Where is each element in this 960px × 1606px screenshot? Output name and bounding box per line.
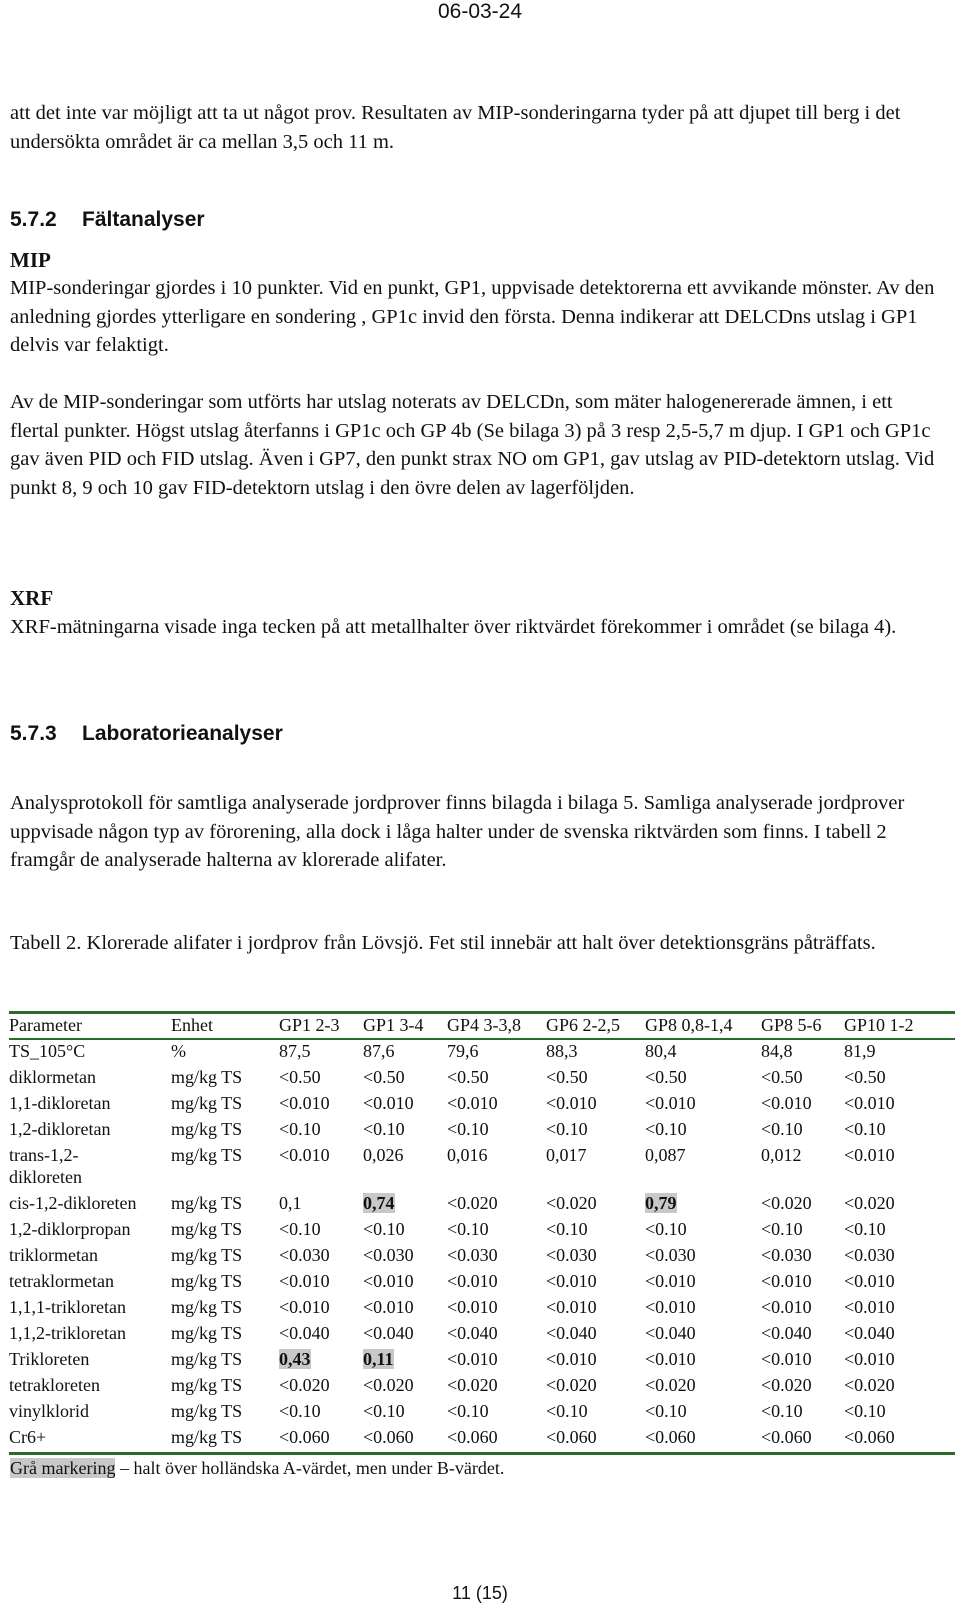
table-row [9,1270,955,1296]
table-row [9,1039,955,1066]
table-cell: <0.040 [447,1323,498,1343]
table-cell: <0.040 [645,1323,696,1343]
table-cell: <0.10 [761,1401,803,1421]
highlighted-value: 0,79 [645,1193,677,1213]
table-cell: <0.020 [761,1193,812,1213]
table-cell: mg/kg TS [171,1401,243,1421]
column-header: GP4 3-3,8 [447,1013,546,1040]
table-cell: <0.50 [546,1067,588,1087]
mip-paragraph-2: Av de MIP-sonderingar som utförts har utslag noterats av DELCDn, som mäter halogenererade ämnen, i ett flertal punkter. Högst utslag återfanns i GP1c och GP 4b (Se bilaga 3) på 3 resp 2,5-5,7 m djup. I GP1 och GP1c gav även PID och FID utslag. Även i GP7, den punkt strax NO om GP1, gav utslag av PID-detektorn utslag. Vid punkt 8, 9 och 10 gav FID-detektorn utslag i den övre delen av lagerföljden. [10,391,935,499]
table-cell: <0.060 [363,1426,447,1454]
table-cell: <0.030 [546,1245,597,1265]
table-cell: <0.10 [363,1119,405,1139]
table-cell: <0.020 [447,1193,498,1213]
table-cell: <0.020 [844,1193,895,1213]
table-cell: <0.10 [844,1401,886,1421]
table-cell: <0.040 [844,1323,895,1343]
table-cell: <0.10 [447,1219,489,1239]
table-cell: <0.020 [279,1375,330,1395]
table-cell: <0.10 [279,1219,321,1239]
legend-marker: Grå markering [10,1458,116,1478]
page-number: 11 (15) [452,1583,508,1603]
table-cell: <0.030 [279,1245,330,1265]
table-cell: <0.010 [279,1297,330,1317]
table-cell: 0,026 [363,1145,404,1165]
section-title: Laboratorieanalyser [82,722,283,745]
table-cell: mg/kg TS [171,1323,243,1343]
table-cell: mg/kg TS [171,1067,243,1087]
table-cell: 84,8 [761,1041,793,1061]
section-number: 5.7.3 [10,722,57,745]
section-heading-572 [10,206,205,234]
table-cell: <0.010 [279,1145,330,1165]
table-row [9,1426,955,1454]
table-cell [363,1192,447,1218]
table-cell: mg/kg TS [171,1145,243,1165]
table-row [9,1144,955,1192]
table-cell: <0.020 [645,1375,696,1395]
table-cell: <0.10 [645,1401,687,1421]
table-cell: <0.10 [279,1119,321,1139]
table-cell: cis-1,2-dikloreten [9,1193,137,1213]
table-legend [10,1457,504,1479]
table-cell: <0.010 [844,1297,895,1317]
table-cell: <0.010 [844,1271,895,1291]
column-header: GP10 1-2 [844,1013,955,1040]
xrf-paragraph: XRF-mätningarna visade inga tecken på att metallhalter över riktvärdet förekommer i området (se bilaga 4). [10,616,897,638]
table-cell: 1,2-dikloretan [9,1119,111,1139]
table-cell: vinylklorid [9,1401,89,1421]
table-row [9,1192,955,1218]
table-cell: <0.010 [645,1349,696,1369]
table-cell: 0,012 [761,1145,802,1165]
table-cell: mg/kg TS [171,1271,243,1291]
table-cell: <0.010 [447,1271,498,1291]
page-date: 06-03-24 [437,0,523,23]
table-cell: <0.010 [546,1349,597,1369]
table-cell: <0.020 [844,1375,895,1395]
table-row [9,1244,955,1270]
table-cell: TS_105°C [9,1041,86,1061]
column-header: GP1 2-3 [279,1013,363,1040]
table-cell: mg/kg TS [171,1297,243,1317]
column-header: GP1 3-4 [363,1013,447,1040]
table-cell: 80,4 [645,1041,677,1061]
table-row [9,1322,955,1348]
table-cell: <0.010 [844,1349,895,1369]
table-cell: <0.010 [447,1349,498,1369]
table-cell: <0.030 [844,1245,895,1265]
table-cell: 87,6 [363,1041,395,1061]
table-cell: <0.10 [447,1401,489,1421]
mip-heading: MIP [10,248,51,272]
table-row [9,1374,955,1400]
table-cell: <0.10 [844,1219,886,1239]
table-cell: 87,5 [279,1041,311,1061]
table-cell: mg/kg TS [171,1245,243,1265]
table-cell: <0.060 [844,1426,955,1454]
table-cell: <0.010 [645,1297,696,1317]
table-cell: 1,1,1-trikloretan [9,1297,126,1317]
table-cell: <0.060 [645,1426,761,1454]
table-cell: <0.010 [761,1349,812,1369]
table-cell: <0.010 [546,1271,597,1291]
table-cell: tetrakloreten [9,1375,100,1395]
section-title: Fältanalyser [82,208,205,231]
column-header: GP8 0,8-1,4 [645,1013,761,1040]
table-cell: <0.030 [645,1245,696,1265]
highlighted-value: 0,74 [363,1193,395,1213]
table-cell: <0.010 [546,1093,597,1113]
table-cell: <0.060 [546,1426,645,1454]
table-cell: 79,6 [447,1041,479,1061]
table-cell: <0.10 [363,1219,405,1239]
table-cell: 88,3 [546,1041,578,1061]
section-number: 5.7.2 [10,208,57,231]
table-cell: 81,9 [844,1041,876,1061]
table-cell: <0.020 [447,1375,498,1395]
table-cell: <0.010 [546,1297,597,1317]
table-cell: <0.010 [761,1271,812,1291]
table-cell: <0.50 [447,1067,489,1087]
table-cell: mg/kg TS [171,1119,243,1139]
table-cell: <0.010 [279,1093,330,1113]
table-cell: <0.020 [363,1375,414,1395]
table-cell: <0.10 [546,1219,588,1239]
table-cell: <0.010 [844,1145,895,1165]
table-cell: <0.010 [363,1297,414,1317]
table-cell: mg/kg TS [171,1193,243,1213]
table-row [9,1348,955,1374]
table-cell: mg/kg TS [171,1349,243,1369]
table-cell: <0.020 [761,1375,812,1395]
table-cell: <0.020 [546,1193,597,1213]
table-cell: <0.010 [761,1093,812,1113]
table-cell: <0.010 [447,1093,498,1113]
table-cell: 1,2-diklorpropan [9,1219,131,1239]
table-cell: <0.010 [645,1271,696,1291]
table-cell: <0.010 [363,1093,414,1113]
table-cell [645,1192,761,1218]
table-cell: mg/kg TS [171,1219,243,1239]
table-cell: <0.10 [447,1119,489,1139]
section-heading-573 [10,720,283,748]
table-cell: triklormetan [9,1245,98,1265]
table-cell: <0.030 [447,1245,498,1265]
table-cell [279,1348,363,1374]
table-cell: 0,016 [447,1145,488,1165]
table-cell: <0.010 [761,1297,812,1317]
table-cell: <0.030 [761,1245,812,1265]
table-cell: mg/kg TS [171,1426,279,1454]
table-row [9,1400,955,1426]
table-cell: <0.040 [363,1323,414,1343]
table-cell: <0.060 [279,1426,363,1454]
table-cell: <0.040 [546,1323,597,1343]
table-cell: 0,087 [645,1145,686,1165]
table-cell: 0,017 [546,1145,587,1165]
table-cell: <0.10 [363,1401,405,1421]
table-cell: Trikloreten [9,1349,90,1369]
xrf-heading: XRF [10,586,54,610]
table-row [9,1118,955,1144]
table-cell: % [171,1041,186,1061]
table-caption: Tabell 2. Klorerade alifater i jordprov från Lövsjö. Fet stil innebär att halt över detektionsgräns påträffats. [10,932,876,954]
table-row [9,1218,955,1244]
table-cell: mg/kg TS [171,1375,243,1395]
table-cell: <0.010 [279,1271,330,1291]
table-cell: diklormetan [9,1067,96,1087]
table-cell: mg/kg TS [171,1093,243,1113]
mip-paragraph-1: MIP-sonderingar gjordes i 10 punkter. Vid en punkt, GP1, uppvisade detektorerna ett avvikande mönster. Av den anledning gjordes ytterligare en sondering , GP1c invid den första. Denna indikerar att DELCDns utslag i GP1 delvis var felaktigt. [10,277,935,356]
column-header: GP6 2-2,5 [546,1013,645,1040]
table-cell: <0.10 [645,1219,687,1239]
table-row [9,1092,955,1118]
table-header-row [9,1013,955,1040]
table-cell: <0.10 [645,1119,687,1139]
table-row [9,1066,955,1092]
table-cell: <0.10 [546,1119,588,1139]
table-cell: 0,1 [279,1193,302,1213]
table-cell: <0.060 [447,1426,546,1454]
column-header: Parameter [9,1013,171,1040]
table-cell: <0.010 [645,1093,696,1113]
table-cell: 1,1,2-trikloretan [9,1323,126,1343]
table-cell: <0.50 [645,1067,687,1087]
table-cell: <0.10 [844,1119,886,1139]
table-cell: <0.020 [546,1375,597,1395]
highlighted-value: 0,43 [279,1349,311,1369]
highlighted-value: 0,11 [363,1349,394,1369]
table-cell: <0.030 [363,1245,414,1265]
table-cell: trans-1,2-dikloreten [9,1145,82,1187]
table-row [9,1296,955,1322]
table-cell: <0.060 [761,1426,844,1454]
table-cell: <0.10 [761,1219,803,1239]
table-cell: <0.50 [279,1067,321,1087]
table-cell: <0.010 [447,1297,498,1317]
results-table [9,1011,955,1455]
table-cell: Cr6+ [9,1426,171,1454]
table-cell: <0.10 [279,1401,321,1421]
table-cell: <0.040 [761,1323,812,1343]
table-cell [363,1348,447,1374]
legend-text: – halt över holländska A-värdet, men under B-värdet. [115,1458,505,1478]
table-cell: 1,1-dikloretan [9,1093,111,1113]
table-cell: <0.10 [761,1119,803,1139]
table-cell: <0.50 [844,1067,886,1087]
intro-paragraph: att det inte var möjligt att ta ut något prov. Resultaten av MIP-sonderingarna tyder på att djupet till berg i det undersökta området är ca mellan 3,5 och 11 m. [10,102,901,153]
column-header: Enhet [171,1013,279,1040]
table-cell: <0.010 [844,1093,895,1113]
column-header: GP8 5-6 [761,1013,844,1040]
table-cell: <0.50 [363,1067,405,1087]
table-cell: <0.010 [363,1271,414,1291]
table-cell: tetraklormetan [9,1271,114,1291]
table-cell: <0.040 [279,1323,330,1343]
table-cell: <0.10 [546,1401,588,1421]
table-cell: <0.50 [761,1067,803,1087]
lab-paragraph: Analysprotokoll för samtliga analyserade jordprover finns bilagda i bilaga 5. Samliga analyserade jordprover uppvisade någon typ av förorening, alla dock i låga halter under de svenska riktvärden som finns. I tabell 2 framgår de analyserade halterna av klorerade alifater. [10,792,905,871]
